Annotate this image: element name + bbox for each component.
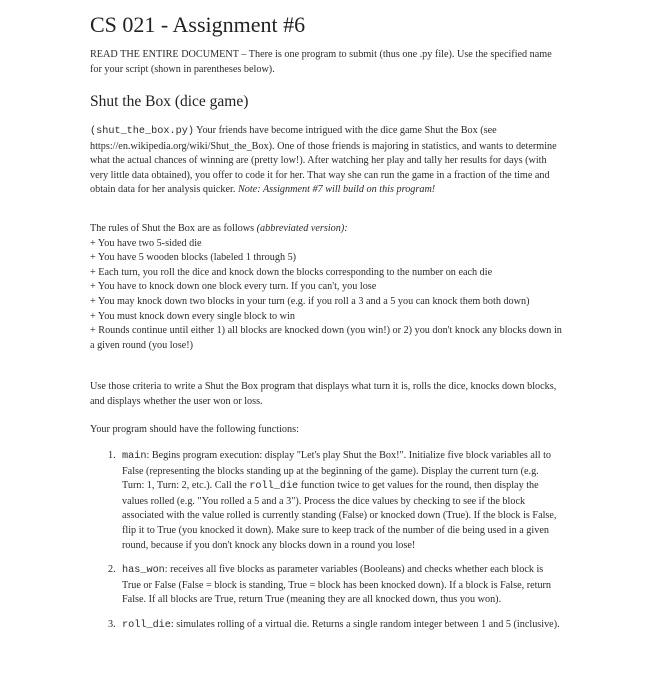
function-desc-cont: function twice to get values for the round, then display the values rolled (e.g. "You rolled a 5 and a 3"). Process the dice values by checking to see if the block associated with the value rolled is currently standing (False) or knocked down (True). If the block is False, flip it to True (you knocked it down). Make sure to keep track of the number of die being used in a given round, because if you don't knock any blocks down in a round you lose! bbox=[122, 480, 557, 551]
function-name: roll_die bbox=[122, 619, 171, 631]
function-name: main bbox=[122, 451, 147, 462]
section-title: Shut the Box (dice game) bbox=[90, 93, 249, 110]
functions-intro: Your program should have the following functions: bbox=[90, 424, 299, 435]
rule-item: + You have to knock down one block every turn. If you can't, you lose bbox=[90, 281, 377, 293]
function-item-roll-die bbox=[108, 618, 562, 634]
function-name: has_won bbox=[122, 565, 165, 577]
rules-block bbox=[90, 222, 562, 353]
description-text: Your friends have become intrigued with the dice game Shut the Box (see https://en.wikipedia.org/wiki/Shut_the_Box). One of those friends is majoring in statistics, and wants to determine what the actual chances of winning are (pretty low!). After watching her play and tally her results for days (with very little data obtained), you offer to code it for her. That way she can run the game in a fraction of the time and obtain data for her analysis quicker. bbox=[90, 125, 557, 196]
rules-intro bbox=[90, 222, 562, 237]
function-number: 3. bbox=[108, 618, 116, 630]
rule-item: + You may knock down two blocks in your turn (e.g. if you roll a 3 and a 5 you can knock them both down) bbox=[90, 295, 530, 307]
rules-intro-text: The rules of Shut the Box are as follows bbox=[90, 223, 257, 234]
function-number: 2. bbox=[108, 564, 116, 576]
function-desc: : simulates rolling of a virtual die. Returns a single random integer between 1 and 5 (inclusive). bbox=[170, 618, 560, 630]
rule-item: + Each turn, you roll the dice and knock down the blocks corresponding to the number on each die bbox=[90, 266, 493, 278]
function-desc: : receives all five blocks as parameter variables (Booleans) and checks whether each block is True or False (False = block is standing, True = block has been knocked down). If a block is False, return False. If all blocks are True, return True (meaning they are all knocked down, thus you won). bbox=[122, 564, 552, 606]
function-number: 1. bbox=[108, 450, 116, 461]
rule-item: + Rounds continue until either 1) all blocks are knocked down (you win!) or 2) you don't knock any blocks down in a given round (you lose!) bbox=[90, 325, 562, 351]
functions-list bbox=[108, 449, 562, 644]
intro-paragraph: READ THE ENTIRE DOCUMENT – There is one program to submit (thus one .py file). Use the specified name for your script (shown in parentheses below). bbox=[90, 49, 552, 75]
script-filename: (shut_the_box.py) bbox=[90, 126, 194, 137]
rule-item: + You have two 5-sided die bbox=[90, 237, 202, 249]
criteria-paragraph: Use those criteria to write a Shut the Box program that displays what turn it is, rolls the dice, knocks down blocks, and displays whether the user won or loss. bbox=[90, 381, 557, 407]
function-item-has-won bbox=[108, 563, 562, 608]
description-paragraph bbox=[90, 124, 562, 198]
assignment-title: CS 021 - Assignment #6 bbox=[90, 12, 306, 37]
function-item-main bbox=[108, 449, 562, 553]
rule-item: + You must knock down every single block to win bbox=[90, 310, 295, 322]
function-code-ref: roll_die bbox=[249, 481, 299, 493]
assignment-note: Note: Assignment #7 will build on this program! bbox=[237, 184, 436, 196]
function-desc: : Begins program execution: display "Let's play Shut the Box!". Initialize five block variables all to False (representing the blocks standing up at the beginning of the game). Display the current turn (e.g. Turn: 1, Turn: 2, etc.). Call the bbox=[122, 450, 552, 492]
rules-intro-note: (abbreviated version): bbox=[256, 223, 348, 234]
rule-item: + You have 5 wooden blocks (labeled 1 through 5) bbox=[90, 252, 297, 264]
